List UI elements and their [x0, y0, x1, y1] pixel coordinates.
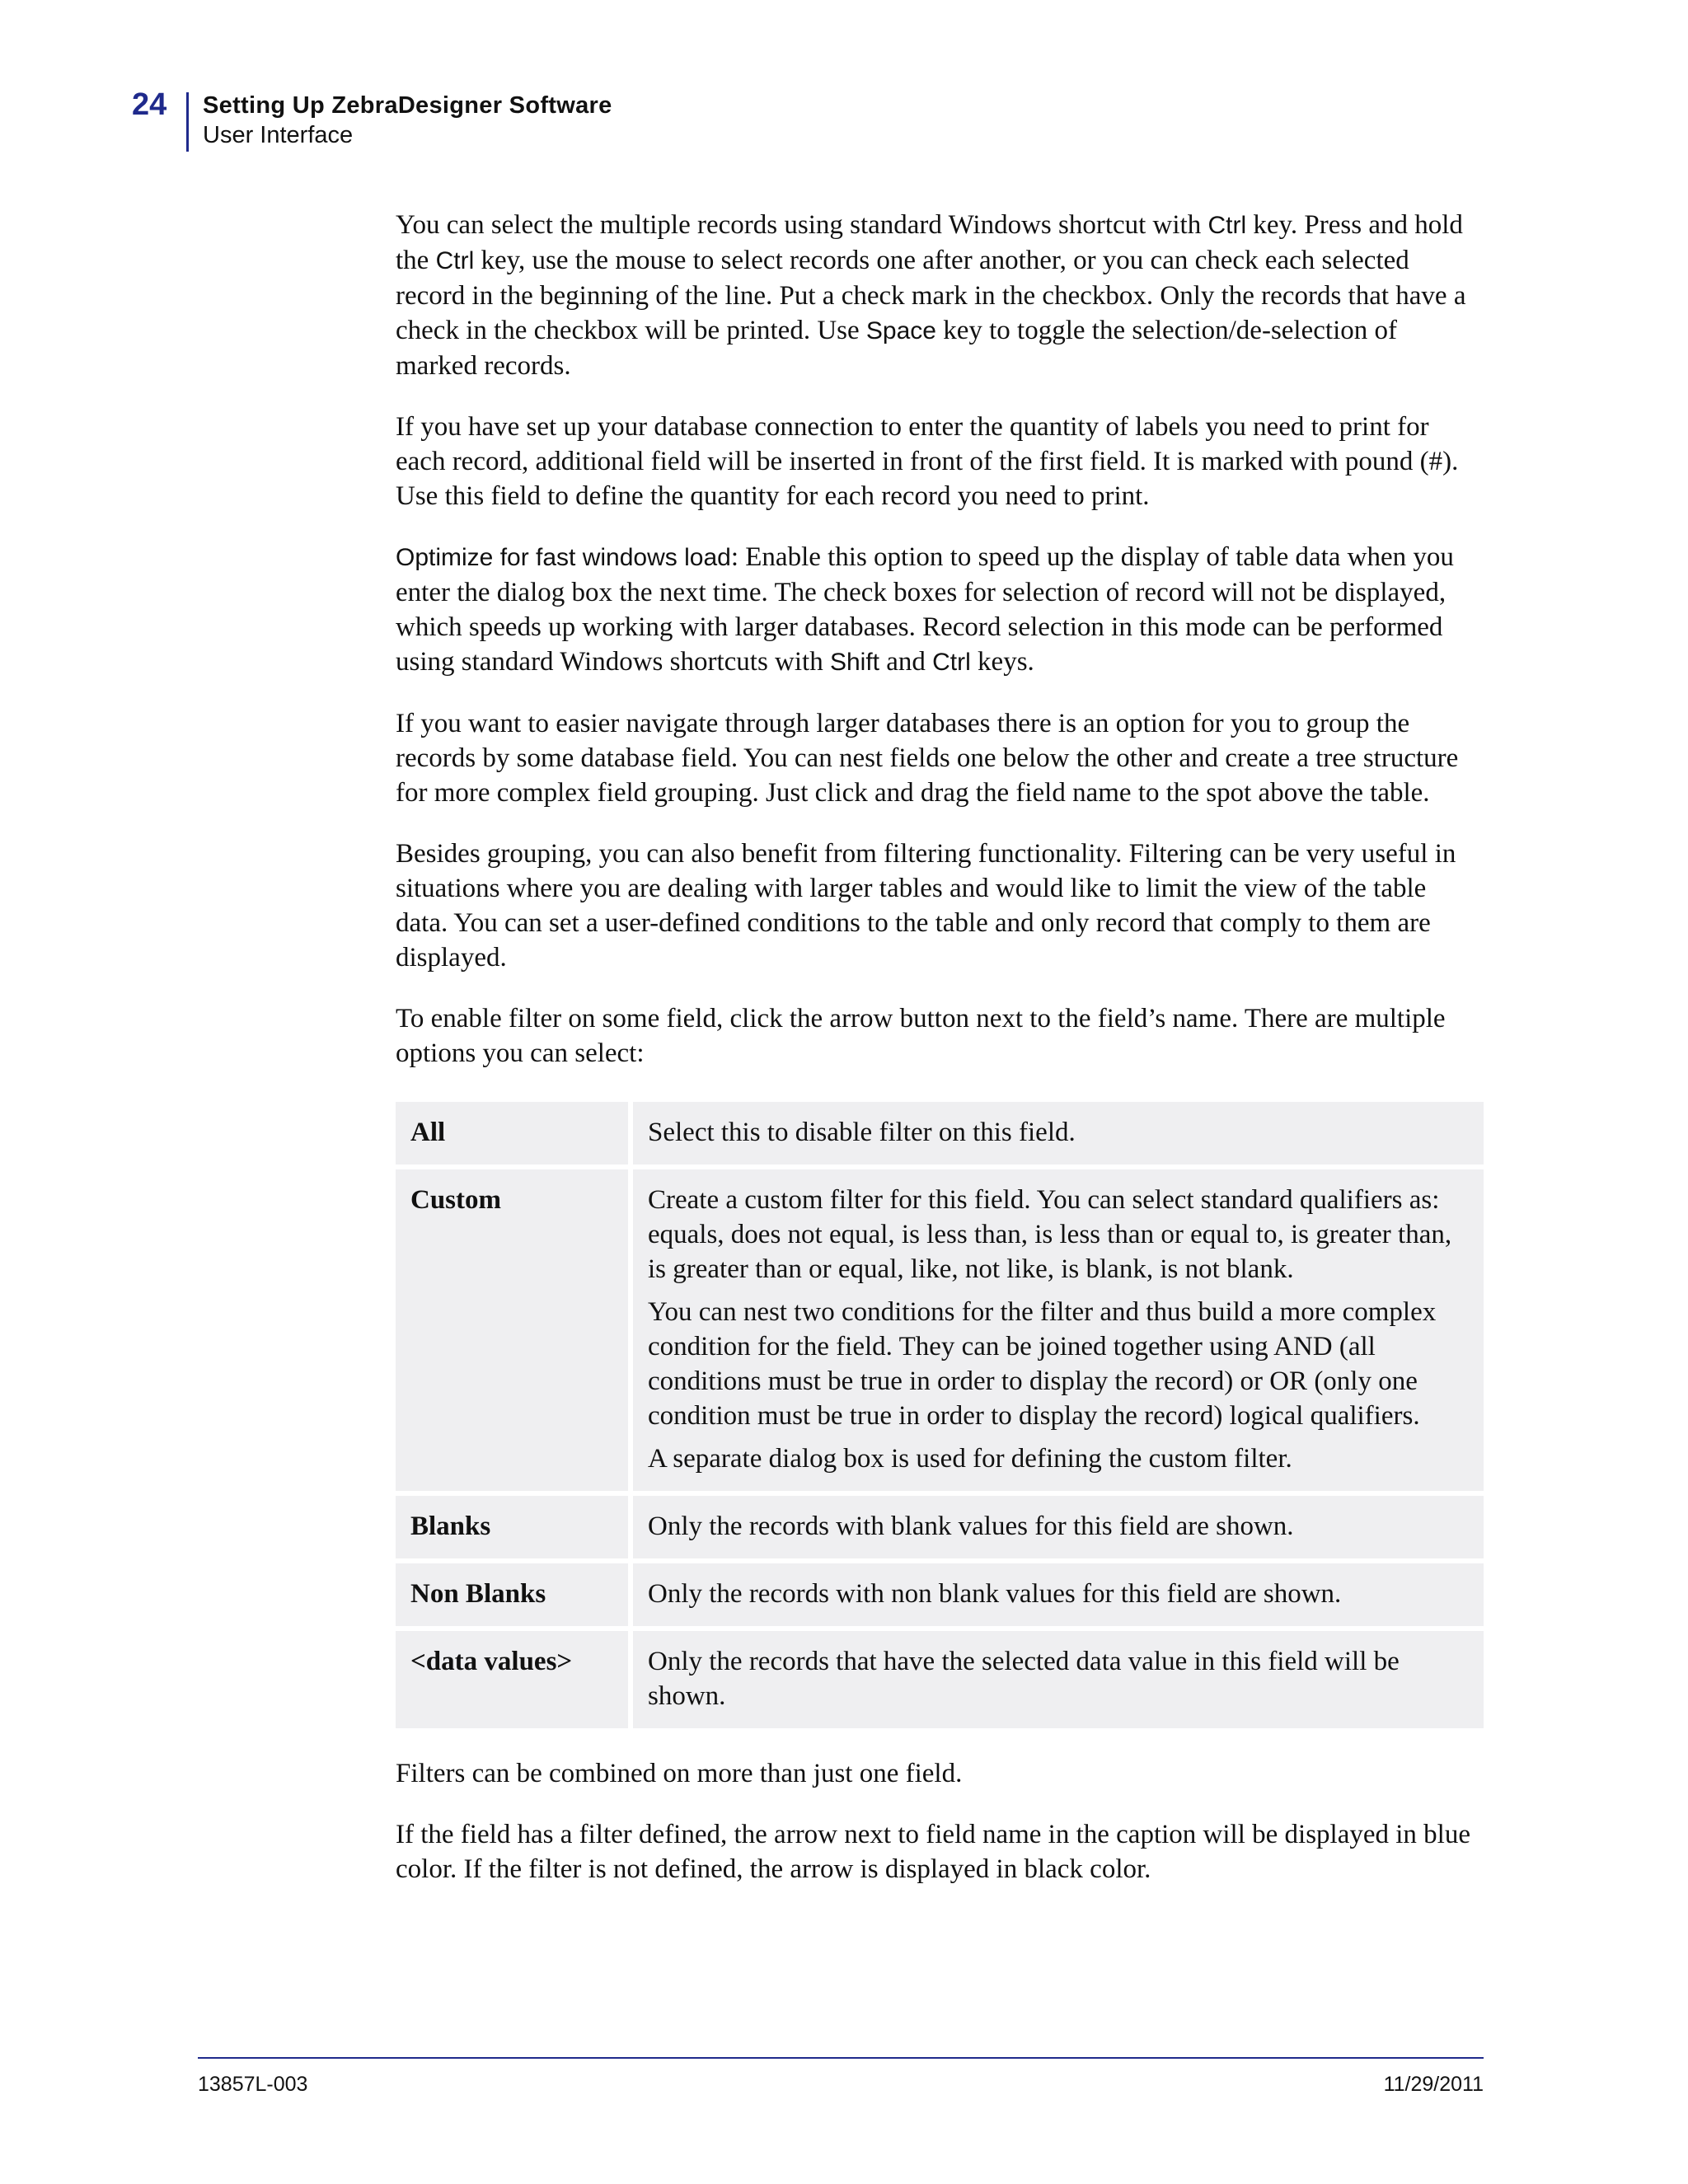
page-number: 24 [132, 87, 167, 122]
text: You can select the multiple records using standard Windows shortcut with [396, 210, 1208, 240]
running-header [203, 91, 612, 150]
paragraph-enable-filter: To enable filter on some field, click the arrow button next to the field’s name. There are multiple options you can select: [396, 1004, 1446, 1068]
option-description [633, 1563, 1484, 1626]
body-content [396, 208, 1484, 1913]
footer-divider [198, 2057, 1484, 2059]
section-title: User Interface [203, 122, 354, 148]
key-shift: Shift [829, 649, 879, 676]
option-description [633, 1496, 1484, 1558]
description-text: Only the records with non blank values for this field are shown. [648, 1579, 1342, 1609]
table-row [396, 1631, 1484, 1728]
paragraph-combine-filters: Filters can be combined on more than just one field. [396, 1759, 963, 1788]
option-term: Non Blanks [396, 1563, 633, 1626]
description-text: Create a custom filter for this field. You can select standard qualifiers as: equals, does not equal, is less than, is less than or equal to, is greater than, is greater than or equal, like, not like, is blank, is not blank. [648, 1185, 1452, 1284]
option-name: Optimize for fast windows load [396, 544, 731, 571]
text: key. Press and hold the [396, 210, 1463, 275]
option-term: Blanks [396, 1496, 633, 1558]
paragraph-quantity-field: If you have set up your database connection to enter the quantity of labels you need to print for each record, additional field will be inserted in front of the first field. It is marked with pound (#). Use this field to define the quantity for each record you need to print. [396, 412, 1459, 511]
table-row [396, 1102, 1484, 1165]
description-text: Only the records that have the selected data value in this field will be shown. [648, 1647, 1400, 1711]
text: : Enable this option to speed up the display of table data when you enter the dialog box the next time. The check boxes for selection of record will not be displayed, which speeds up working with larger databases. Record selection in this mode can be performed using standard Windows shortcuts with [396, 542, 1454, 677]
paragraph-arrow-color: If the field has a filter defined, the arrow next to field name in the caption will be displayed in blue color. If the filter is not defined, the arrow is displayed in black color. [396, 1820, 1470, 1884]
document-number: 13857L-003 [198, 2073, 308, 2096]
option-description [633, 1169, 1484, 1491]
description-text: A separate dialog box is used for defining the custom filter. [648, 1444, 1292, 1474]
option-term: Custom [396, 1169, 633, 1491]
text: key, use the mouse to select records one after another, or you can check each selected record in the beginning of the line. Put a check mark in the checkbox. Only the records that have a check in the checkbox will be printed. Use [396, 246, 1466, 345]
option-description [633, 1631, 1484, 1728]
description-text: Only the records with blank values for this field are shown. [648, 1511, 1294, 1541]
key-ctrl: Ctrl [1207, 212, 1247, 239]
key-ctrl: Ctrl [932, 649, 971, 676]
filter-options-table [396, 1097, 1484, 1733]
option-term: <data values> [396, 1631, 633, 1728]
key-ctrl: Ctrl [435, 247, 475, 274]
description-text: You can nest two conditions for the filter and thus build a more complex condition for the field. They can be joined together using AND (all conditions must be true in order to display the record) or OR (only one condition must be true in order to display the record) logical qualifiers. [648, 1297, 1437, 1431]
key-space: Space [865, 317, 936, 344]
paragraph-filtering: Besides grouping, you can also benefit from filtering functionality. Filtering can be very useful in situations where you are dealing with larger tables and would like to limit the view of the table data. You can set a user-defined conditions to the table and only record that comply to them are displayed. [396, 839, 1456, 972]
table-row [396, 1169, 1484, 1491]
text: and [879, 647, 933, 677]
paragraph-grouping: If you want to easier navigate through larger databases there is an option for you to group the records by some database field. You can nest fields one below the other and create a tree structure for more complex field grouping. Just click and drag the field name to the spot above the table. [396, 709, 1459, 808]
publication-date: 11/29/2011 [1383, 2073, 1484, 2096]
paragraph-fast-load [396, 540, 1484, 680]
text: keys. [970, 647, 1034, 677]
option-description [633, 1102, 1484, 1165]
table-row [396, 1563, 1484, 1626]
description-text: Select this to disable filter on this field. [648, 1118, 1076, 1147]
chapter-title: Setting Up ZebraDesigner Software [203, 92, 612, 119]
option-term: All [396, 1102, 633, 1165]
header-divider [186, 92, 189, 152]
text: key to toggle the selection/de-selection of marked records. [396, 316, 1397, 381]
paragraph-multi-select [396, 208, 1484, 383]
table-row [396, 1496, 1484, 1558]
